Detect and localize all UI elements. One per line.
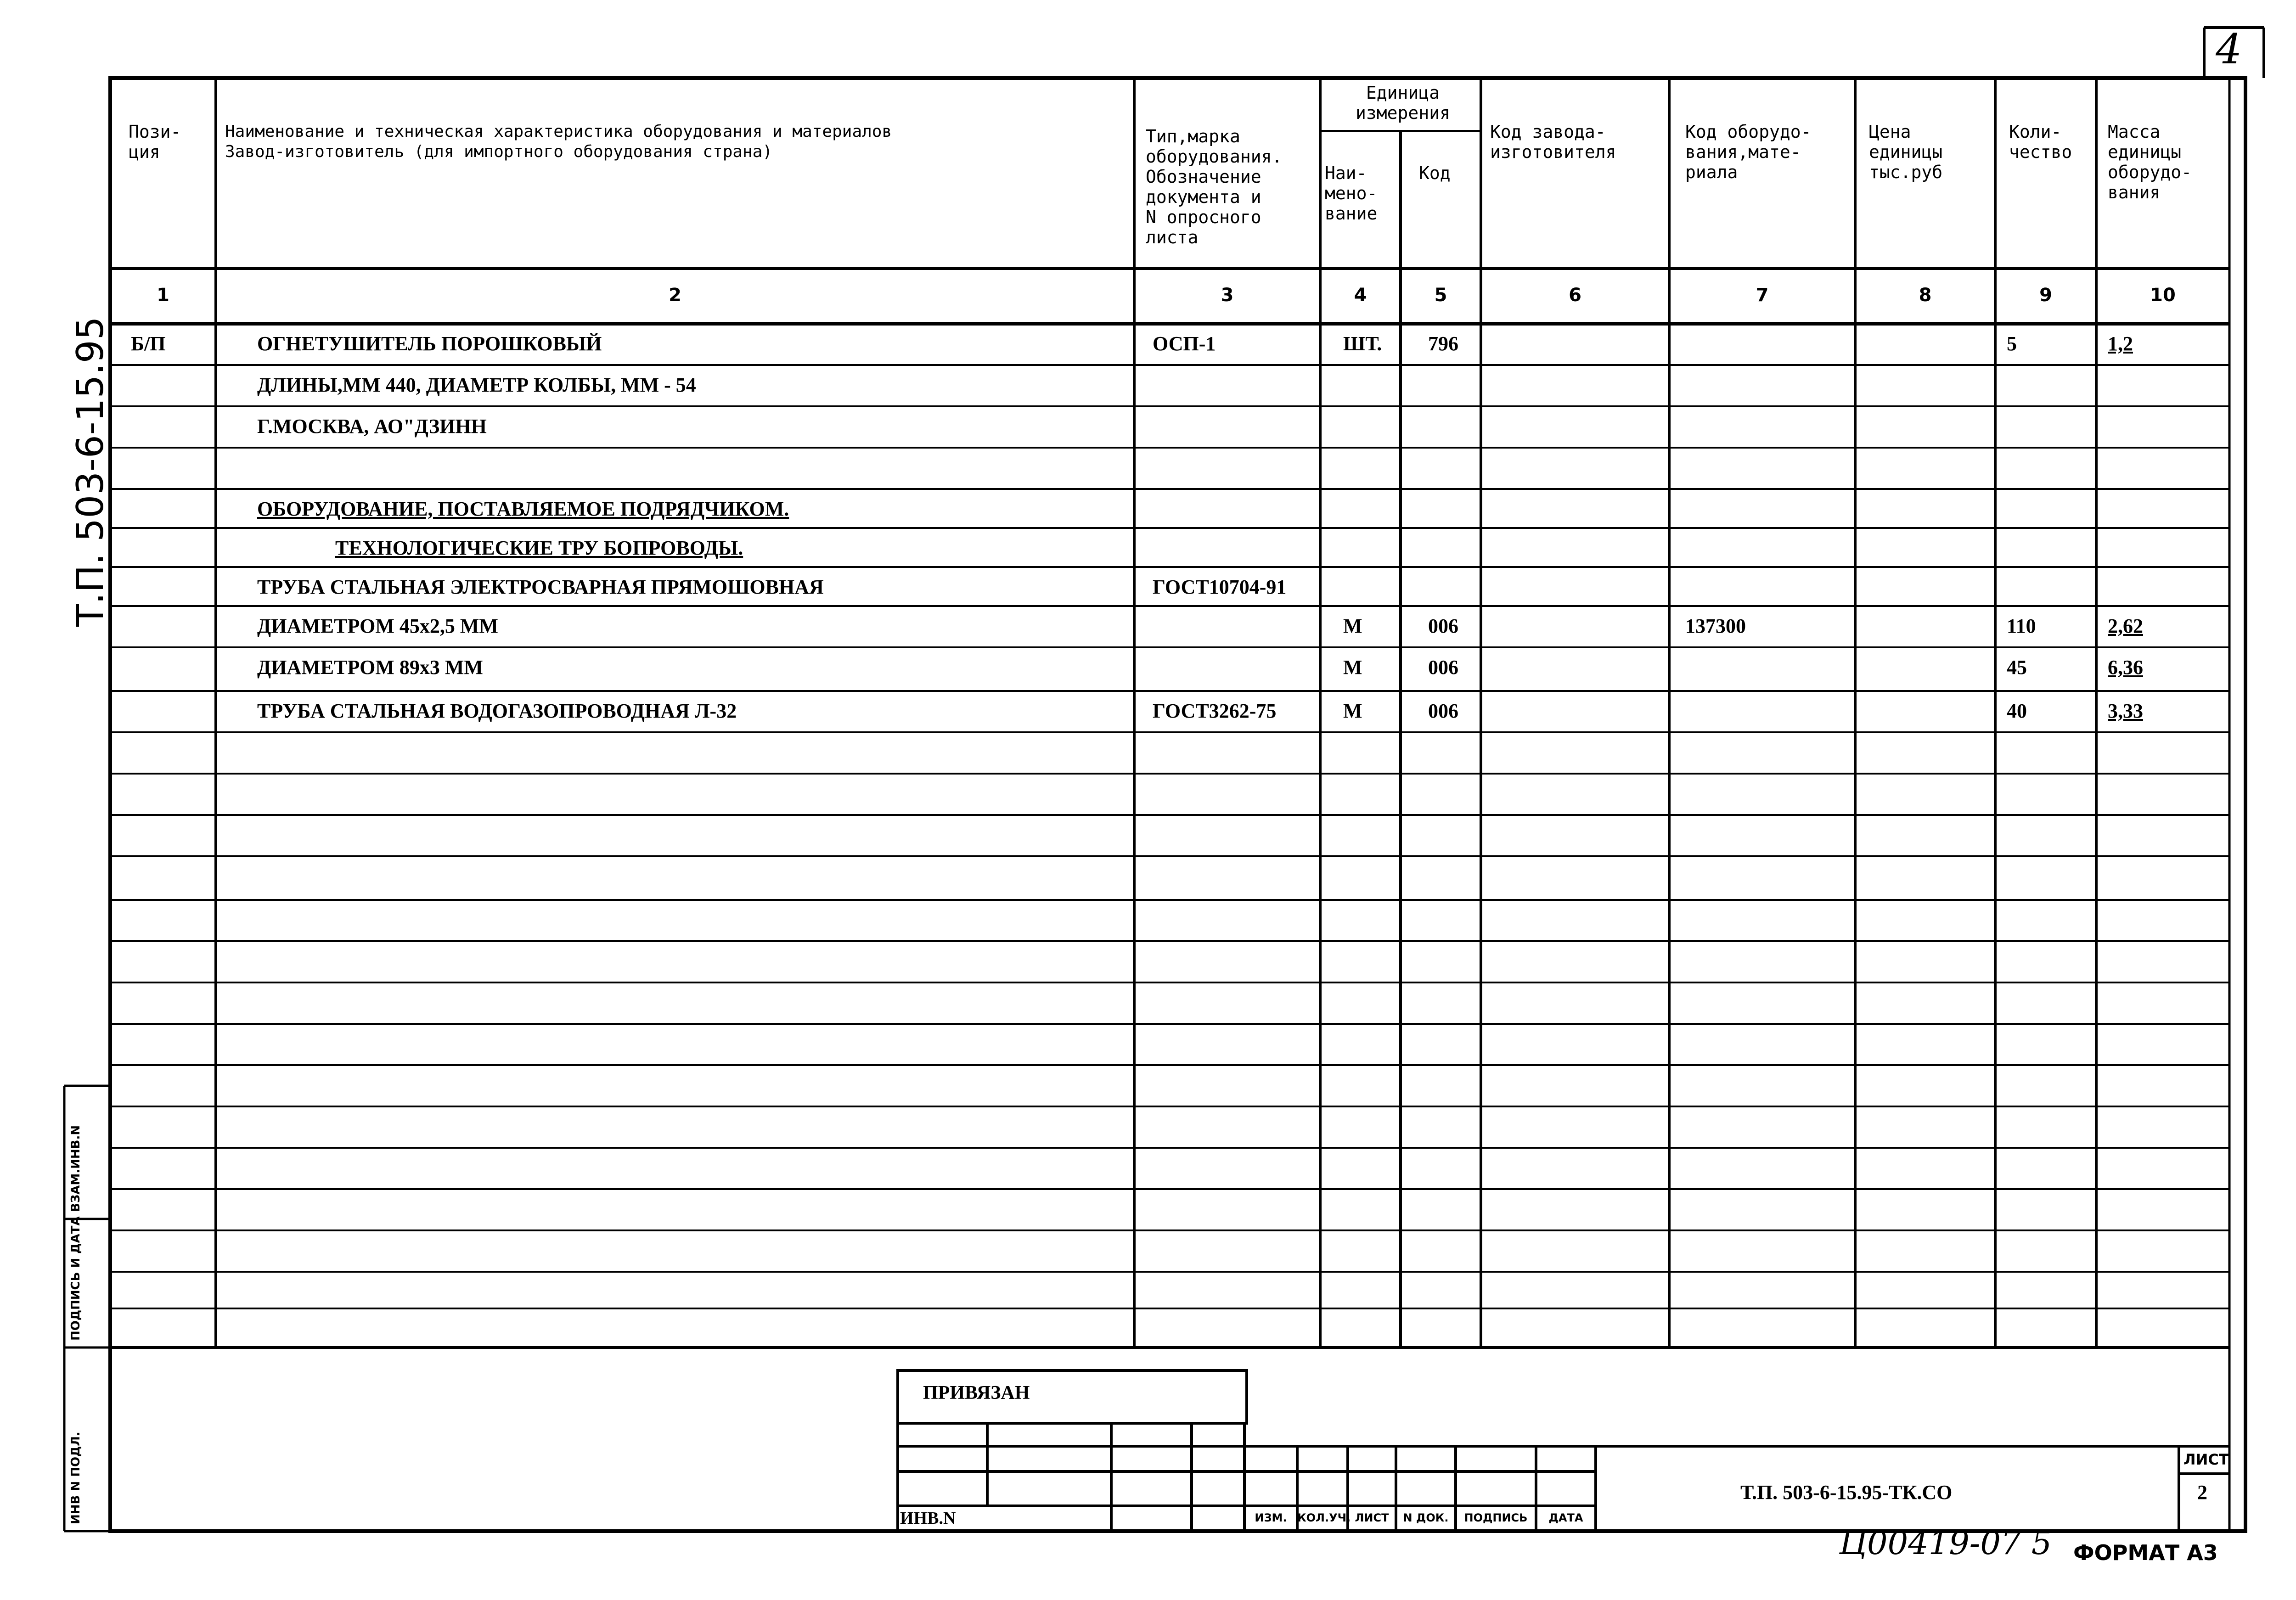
stamp-privyazan-label: ПРИВЯЗАН <box>923 1382 1030 1404</box>
corner-sheet-mark: 4 <box>2216 25 2242 73</box>
column-number-10: 10 <box>2150 285 2176 306</box>
column-number-3: 3 <box>1221 285 1234 306</box>
column-number-2: 2 <box>669 285 681 306</box>
header-name: Наименование и техническая характеристика оборудования и материалов Завод-изготовитель (для импортного оборудования страна) <box>225 122 892 161</box>
header-unit-price: Цена единицы тыс.руб <box>1869 122 1943 182</box>
side-strip-inventory-label: ИНВ N ПОДЛ. <box>69 1432 83 1524</box>
row-name: Г.МОСКВА, АО"ДЗИНН <box>257 415 487 438</box>
side-strip-replacement-label: ВЗАМ.ИНВ.N <box>69 1125 83 1212</box>
row-type: ОСП-1 <box>1153 332 1216 355</box>
stamp-sheet-label: ЛИСТ <box>2183 1451 2229 1468</box>
column-number-1: 1 <box>157 285 169 306</box>
header-unit-group: Единица измерения <box>1356 83 1450 123</box>
row-name: ТРУБА СТАЛЬНАЯ ЭЛЕКТРОСВАРНАЯ ПРЯМОШОВНАЯ <box>257 576 824 598</box>
row-quantity: 40 <box>2007 700 2027 722</box>
row-name: ОБОРУДОВАНИЕ, ПОСТАВЛЯЕМОЕ ПОДРЯДЧИКОМ. <box>257 498 789 520</box>
row-name: ТРУБА СТАЛЬНАЯ ВОДОГАЗОПРОВОДНАЯ Л-32 <box>257 700 737 722</box>
row-unit: М <box>1343 615 1362 637</box>
row-unit-code: 796 <box>1428 332 1458 355</box>
side-document-label: Т.П. 503-6-15.95 <box>69 316 112 627</box>
header-unit-name: Наи- мено- вание <box>1325 163 1378 224</box>
row-quantity: 5 <box>2007 332 2017 355</box>
header-plant-code: Код завода- изготовителя <box>1490 122 1616 162</box>
row-mass: 2,62 <box>2108 615 2143 637</box>
header-type: Тип,марка оборудования. Обозначение документа и N опросного листа <box>1146 126 1283 247</box>
header-unit-code: Код <box>1419 163 1451 183</box>
column-number-8: 8 <box>1919 285 1932 306</box>
row-type: ГОСТ10704-91 <box>1153 576 1287 598</box>
stamp-column-label: КОЛ.УЧ. <box>1297 1511 1351 1524</box>
row-unit-code: 006 <box>1428 615 1458 637</box>
row-name: ТЕХНОЛОГИЧЕСКИЕ ТРУ БОПРОВОДЫ. <box>335 537 743 559</box>
row-mass: 6,36 <box>2108 656 2143 679</box>
row-name: ДЛИНЫ,ММ 440, ДИАМЕТР КОЛБЫ, ММ - 54 <box>257 374 696 396</box>
row-quantity: 110 <box>2007 615 2036 637</box>
header-position: Пози- ция <box>129 122 181 162</box>
stamp-column-label: N ДОК. <box>1403 1511 1449 1524</box>
header-unit-mass: Масса единицы оборудо- вания <box>2108 122 2192 202</box>
column-number-4: 4 <box>1354 285 1367 306</box>
row-mass: 3,33 <box>2108 700 2143 722</box>
row-type: ГОСТ3262-75 <box>1153 700 1277 722</box>
handwritten-number: Ц00419-07 5 <box>1839 1524 2052 1562</box>
row-quantity: 45 <box>2007 656 2027 679</box>
row-unit-code: 006 <box>1428 700 1458 722</box>
column-number-7: 7 <box>1756 285 1769 306</box>
row-equipment-code: 137300 <box>1685 615 1746 637</box>
stamp-sheet-number: 2 <box>2197 1481 2207 1504</box>
column-number-9: 9 <box>2039 285 2052 306</box>
stamp-inventory-label: ИНВ.N <box>900 1509 956 1528</box>
row-position: Б/П <box>131 332 166 355</box>
header-equipment-code: Код оборудо- вания,мате- риала <box>1685 122 1812 182</box>
stamp-column-label: ЛИСТ <box>1355 1511 1389 1524</box>
column-number-6: 6 <box>1569 285 1581 306</box>
stamp-column-label: ПОДПИСЬ <box>1464 1511 1528 1524</box>
row-name: ОГНЕТУШИТЕЛЬ ПОРОШКОВЫЙ <box>257 332 602 355</box>
row-name: ДИАМЕТРОМ 89x3 ММ <box>257 656 483 679</box>
row-unit: М <box>1343 700 1362 722</box>
header-quantity: Коли- чество <box>2009 122 2072 162</box>
stamp-document-code: Т.П. 503-6-15.95-ТК.СО <box>1740 1481 1953 1504</box>
stamp-column-label: ИЗМ. <box>1255 1511 1287 1524</box>
column-number-5: 5 <box>1434 285 1447 306</box>
row-unit-code: 006 <box>1428 656 1458 679</box>
row-mass: 1,2 <box>2108 332 2133 355</box>
format-label: ФОРМАТ А3 <box>2073 1540 2218 1565</box>
row-name: ДИАМЕТРОМ 45x2,5 ММ <box>257 615 498 637</box>
row-unit: М <box>1343 656 1362 679</box>
side-strip-signature-label: ПОДПИСЬ И ДАТА <box>69 1216 83 1341</box>
stamp-column-label: ДАТА <box>1548 1511 1583 1524</box>
row-unit: ШТ. <box>1343 332 1382 355</box>
